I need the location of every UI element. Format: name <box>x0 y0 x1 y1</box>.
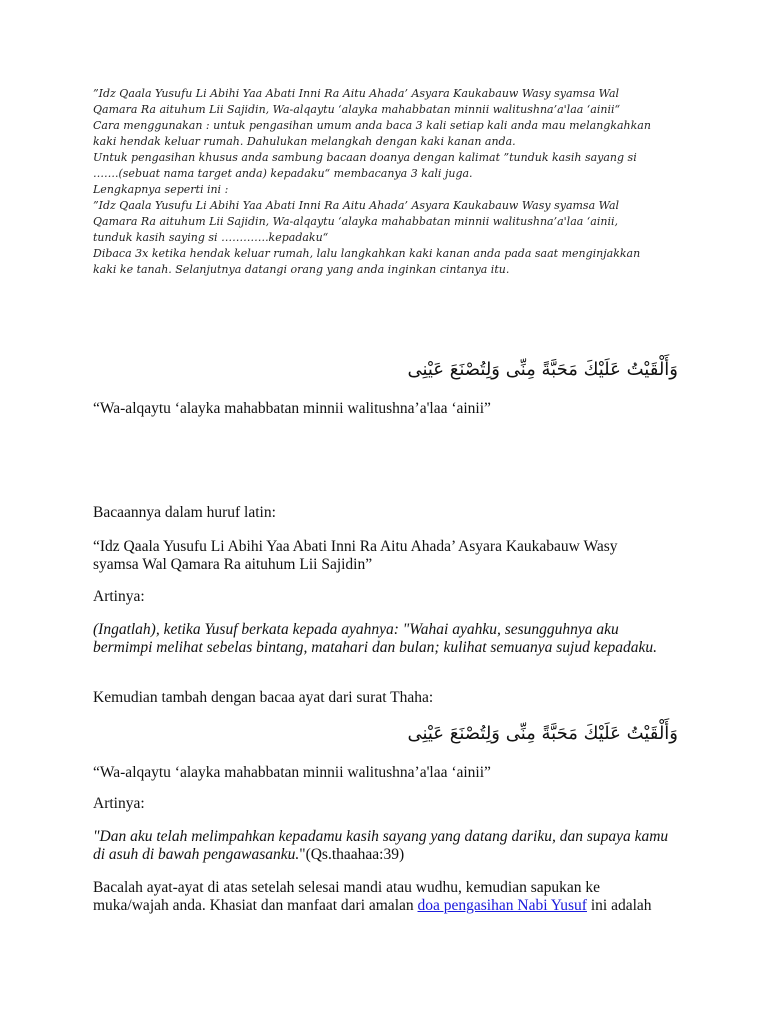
intro-line: Untuk pengasihan khusus anda sambung bacaan doanya dengan kalimat ”tunduk kasih sayang si <box>93 151 637 164</box>
intro-line: kaki hendak keluar rumah. Dahulukan melangkah dengan kaki kanan anda. <box>93 135 516 148</box>
intro-line: Dibaca 3x ketika hendak keluar rumah, lalu langkahkan kaki kanan anda pada saat menginjakkan <box>93 247 641 260</box>
meaning-line: bermimpi melihat sebelas bintang, matahari dan bulan; kulihat semuanya sujud kepadaku. <box>93 639 657 656</box>
bacaan-heading: Bacaannya dalam huruf latin: <box>93 504 276 521</box>
meaning-line <box>93 846 683 864</box>
transliteration: “Wa-alqaytu ‘alayka mahabbatan minnii walitushna’a'laa ‘ainii” <box>93 764 491 781</box>
intro-line: ”Idz Qaala Yusufu Li Abihi Yaa Abati Inni Ra Aitu Ahada’ Asyara Kaukabauw Wasy syamsa Wal <box>93 199 620 212</box>
artinya-label: Artinya: <box>93 588 145 605</box>
transliteration: “Wa-alqaytu ‘alayka mahabbatan minnii walitushna’a'laa ‘ainii” <box>93 400 491 417</box>
meaning-italic-part: di asuh di bawah pengawasanku. <box>93 846 300 863</box>
doa-pengasihan-link[interactable]: doa pengasihan Nabi Yusuf <box>417 897 587 914</box>
intro-line: tunduk kasih saying si ………….kepadaku“ <box>93 231 329 244</box>
intro-line: Lengkapnya seperti ini : <box>93 183 229 196</box>
closing-text: ini adalah <box>586 897 652 914</box>
surat-thaha-intro: Kemudian tambah dengan bacaa ayat dari surat Thaha: <box>93 689 434 706</box>
closing-text: muka/wajah anda. Khasiat dan manfaat dari amalan <box>93 897 418 914</box>
meaning-line: (Ingatlah), ketika Yusuf berkata kepada ayahnya: "Wahai ayahku, sesungguhnya aku <box>93 621 619 638</box>
intro-line: Cara menggunakan : untuk pengasihan umum anda baca 3 kali setiap kali anda mau melangkahkan <box>93 119 651 132</box>
closing-line <box>93 897 683 915</box>
bacaan-line: “Idz Qaala Yusufu Li Abihi Yaa Abati Inni Ra Aitu Ahada’ Asyara Kaukabauw Wasy <box>93 538 618 555</box>
intro-line: kaki ke tanah. Selanjutnya datangi orang yang anda inginkan cintanya itu. <box>93 263 510 276</box>
arabic-verse: وَأَلْقَيْتُ عَلَيْكَ مَحَبَّةً مِنِّى وَلِتُصْنَعَ عَيْنِى <box>407 723 678 744</box>
artinya-label: Artinya: <box>93 795 145 812</box>
closing-line: Bacalah ayat-ayat di atas setelah selesai mandi atau wudhu, kemudian sapukan ke <box>93 879 601 896</box>
bacaan-line: syamsa Wal Qamara Ra aituhum Lii Sajidin” <box>93 556 373 573</box>
meaning-line: "Dan aku telah melimpahkan kepadamu kasih sayang yang datang dariku, dan supaya kamu <box>93 828 669 845</box>
intro-line: ”Idz Qaala Yusufu Li Abihi Yaa Abati Inni Ra Aitu Ahada’ Asyara Kaukabauw Wasy syamsa Wal <box>93 87 620 100</box>
intro-line: …….(sebuat nama target anda) kepadaku“ membacanya 3 kali juga. <box>93 167 473 180</box>
intro-line: Qamara Ra aituhum Lii Sajidin, Wa-alqaytu ‘alayka mahabbatan minnii walitushna’a'laa ‘ainii, <box>93 215 618 228</box>
arabic-verse: وَأَلْقَيْتُ عَلَيْكَ مَحَبَّةً مِنِّى وَلِتُصْنَعَ عَيْنِى <box>407 359 678 380</box>
surah-reference: "(Qs.thaahaa:39) <box>299 846 405 863</box>
intro-line: Qamara Ra aituhum Lii Sajidin, Wa-alqaytu ‘alayka mahabbatan minnii walitushna’a'laa ‘ainii“ <box>93 103 621 116</box>
intro-italic-block <box>93 86 693 278</box>
